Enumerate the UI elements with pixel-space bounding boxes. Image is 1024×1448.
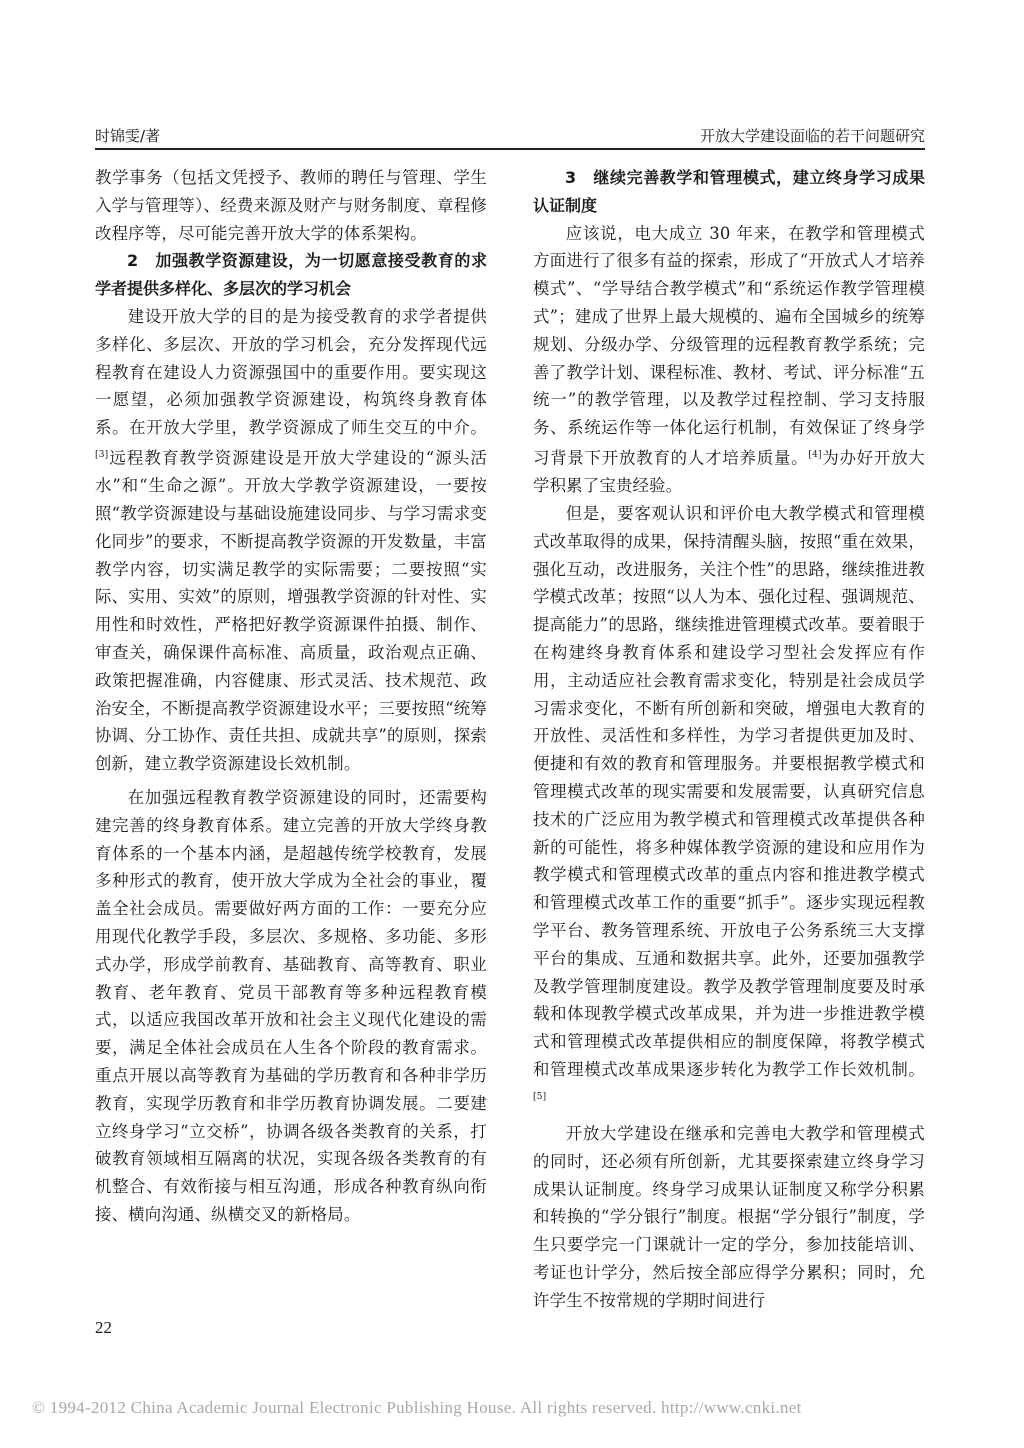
running-header	[95, 124, 925, 146]
left-paragraph-2	[95, 303, 487, 778]
left-paragraph-3: 在加强远程教育教学资源建设的同时，还需要构建完善的终身教育体系。建立完善的开放大学终身教育体系的一个基本内涵，是超越传统学校教育，发展多种形式的教育，使开放大学成为全社会的事业，覆盖全社会成员。需要做好两方面的工作：一要充分应用现代化教学手段，多层次、多规格、多功能、多形式办学，形成学前教育、基础教育、高等教育、职业教育、老年教育、党员干部教育等多种远程教育模式，以适应我国改革开放和社会主义现代化建设的需要，满足全体社会成员在人生各个阶段的教育需求。重点开展以高等教育为基础的学历教育和各种非学历教育，实现学历教育和非学历教育协调发展。二要建立终身学习“立交桥”，协调各级各类教育的关系，打破教育领域相互隔离的状况，实现各级各类教育的有机整合、有效衔接与相互沟通，形成各种教育纵向衔接、横向沟通、纵横交叉的新格局。	[95, 788, 487, 1224]
citation-ref-3[interactable]: [3]	[95, 449, 109, 460]
right-paragraph-1-text-b: 为办好开放大学积累了宝贵经验。	[533, 448, 925, 496]
header-title: 开放大学建设面临的若干问题研究	[699, 127, 925, 145]
left-column	[95, 164, 487, 1229]
left-paragraph-2-text-b: 远程教育教学资源建设是开放大学建设的“源头活水”和“生命之源”。开放大学教学资源建设，一要按照“教学资源建设与基础设施建设同步、与学习需求变化同步”的要求，不断提高教学资源的开发数量，丰富教学内容，切实满足教学的实际需要；二要按照“实际、实用、实效”的原则，增强教学资源的针对性、实用性和时效性，严格把好教学资源课件拍摄、制作、审查关，确保课件高标准、高质量，政治观点正确、政策把握准确，内容健康、形式灵活、技术规范、政治安全，不断提高教学资源建设水平；三要按照“统筹协调、分工协作、责任共担、成就共享”的原则，探索创新，建立教学资源建设长效机制。	[95, 448, 487, 774]
copyright-notice: © 1994-2012 China Academic Journal Electronic Publishing House. All rights reserved. http://www.cnki.net	[32, 1398, 802, 1417]
section-3-heading: 3 继续完善教学和管理模式，建立终身学习成果认证制度	[533, 168, 925, 215]
header-author: 时锦雯/著	[95, 127, 161, 145]
citation-ref-4[interactable]: [4]	[808, 449, 822, 460]
left-paragraph-1: 教学事务（包括文凭授予、教师的聘任与管理、学生入学与管理等）、经费来源及财产与财务制度、章程修改程序等，尽可能完善开放大学的体系架构。	[95, 168, 487, 243]
right-paragraph-2	[533, 500, 925, 1114]
right-paragraph-1	[533, 220, 925, 500]
right-paragraph-2-text: 但是，要客观认识和评价电大教学模式和管理模式改革取得的成果，保持清醒头脑，按照“重在效果，强化互动，改进服务，关注个性”的思路，继续推进教学模式改革；按照“以人为本、强化过程、强调规范、提高能力”的思路，继续推进管理模式改革。要着眼于在构建终身教育体系和建设学习型社会发挥应有作用，主动适应社会教育需求变化，特别是社会成员学习需求变化，不断有所创新和突破，增强电大教育的开放性、灵活性和多样性，为学习者提供更加及时、便捷和有效的教育和管理服务。并要根据教学模式和管理模式改革的现实需要和发展需要，认真研究信息技术的广泛应用为教学模式和管理模式改革提供各种新的可能性，将多种媒体教学资源的建设和应用作为教学模式和管理模式改革的重点内容和推进教学模式和管理模式改革工作的重要“抓手”。逐步实现远程教学平台、教务管理系统、开放电子公务系统三大支撑平台的集成、互通和数据共享。此外，还要加强教学及教学管理制度建设。教学及教学管理制度要及时承载和体现教学模式改革成果，并为进一步推进教学模式和管理模式改革提供相应的制度保障，将教学模式和管理模式改革成果逐步转化为教学工作长效机制。	[533, 504, 925, 1079]
page-number: 22	[95, 1318, 112, 1337]
citation-ref-5[interactable]: [5]	[533, 1091, 547, 1102]
right-column	[533, 164, 925, 1315]
section-2-heading: 2 加强教学资源建设，为一切愿意接受教育的求学者提供多样化、多层次的学习机会	[95, 251, 487, 299]
right-paragraph-3: 开放大学建设在继承和完善电大教学和管理模式的同时，还必须有所创新，尤其要探索建立终身学习成果认证制度。终身学习成果认证制度又称学分积累和转换的“学分银行”制度。根据“学分银行”制度，学生只要学完一门课就计一定的学分，参加技能培训、考证也计学分，然后按全部应得学分累积；同时，允许学生不按常规的学期时间进行	[533, 1124, 925, 1310]
right-paragraph-1-text-a: 应该说，电大成立 30 年来，在教学和管理模式方面进行了很多有益的探索，形成了“开放式人才培养模式”、“学导结合教学模式”和“系统运作教学管理模式”；建成了世界上最大规模的、遍布全国城乡的统筹规划、分级办学、分级管理的远程教育教学系统；完善了教学计划、课程标准、教材、考试、评分标准“五统一”的教学管理，以及教学过程控制、学习支持服务、系统运作等一体化运行机制，有效保证了终身学习背景下开放教育的人才培养质量。	[533, 223, 925, 468]
header-rule	[95, 148, 925, 150]
left-paragraph-2-text-a: 建设开放大学的目的是为接受教育的求学者提供多样化、多层次、开放的学习机会，充分发挥现代远程教育在建设人力资源强国中的重要作用。要实现这一愿望，必须加强教学资源建设，构筑终身教育体系。在开放大学里，教学资源成了师生交互的中介。	[95, 306, 487, 438]
